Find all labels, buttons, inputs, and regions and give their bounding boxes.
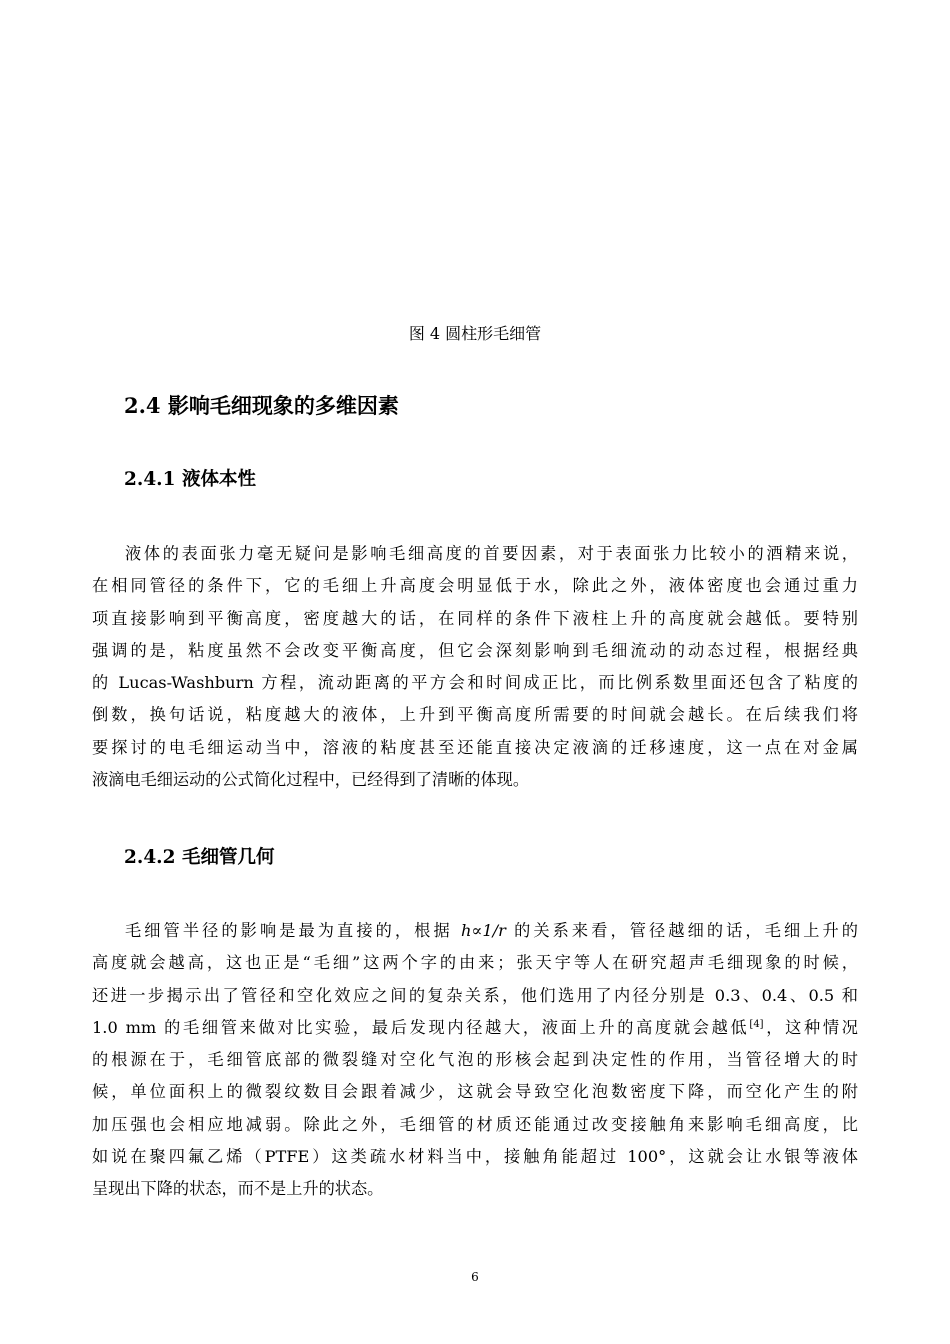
paragraph-line: 还进一步揭示出了管径和空化效应之间的复杂关系，他们选用了内径分别是 0.3、0.4、0.5 和 bbox=[92, 985, 858, 1005]
line-text: 的关系来看，管径越细的话，毛细上升的 bbox=[505, 921, 858, 940]
paragraph-line bbox=[92, 915, 858, 947]
line-text: 毛细管半径的影响是最为直接的，根据 bbox=[125, 921, 461, 940]
paragraph-line: 在相同管径的条件下，它的毛细上升高度会明显低于水，除此之外，液体密度也会通过重力 bbox=[92, 576, 858, 596]
paragraph-line: 液体的表面张力毫无疑问是影响毛细高度的首要因素，对于表面张力比较小的酒精来说， bbox=[125, 544, 858, 563]
paragraph-liquid-properties bbox=[92, 538, 858, 796]
paragraph-line: 如说在聚四氟乙烯（PTFE）这类疏水材料当中，接触角能超过 100°，这就会让水银等液体 bbox=[92, 1147, 858, 1167]
paragraph-line: 倒数，换句话说，粘度越大的液体，上升到平衡高度所需要的时间就会越长。在后续我们将 bbox=[92, 705, 858, 725]
section-heading: 2.4 影响毛细现象的多维因素 bbox=[124, 393, 399, 418]
paragraph-line bbox=[92, 1012, 858, 1044]
paragraph-line: 的 Lucas-Washburn 方程，流动距离的平方会和时间成正比，而比例系数里面还包含了粘度的 bbox=[92, 673, 858, 693]
figure-caption: 图 4 圆柱形毛细管 bbox=[408, 324, 542, 343]
paragraph-capillary-geometry bbox=[92, 915, 858, 1206]
line-text: 1.0 mm 的毛细管来做对比实验，最后发现内径越大，液面上升的高度就会越低 bbox=[92, 1017, 750, 1037]
subsection-heading-liquid-properties: 2.4.1 液体本性 bbox=[124, 469, 256, 490]
paragraph-line: 项直接影响到平衡高度，密度越大的话，在同样的条件下液柱上升的高度就会越低。要特别 bbox=[92, 608, 858, 628]
paragraph-line: 候，单位面积上的微裂纹数目会跟着减少，这就会导致空化泡数密度下降，而空化产生的附 bbox=[92, 1082, 858, 1102]
paragraph-line: 液滴电毛细运动的公式简化过程中，已经得到了清晰的体现。 bbox=[92, 770, 530, 790]
paragraph-line: 加压强也会相应地减弱。除此之外，毛细管的材质还能通过改变接触角来影响毛细高度，比 bbox=[92, 1114, 858, 1134]
formula: h∝1/r bbox=[460, 921, 506, 940]
paragraph-line: 呈现出下降的状态，而不是上升的状态。 bbox=[92, 1179, 384, 1199]
paragraph-line: 要探讨的电毛细运动当中，溶液的粘度甚至还能直接决定液滴的迁移速度，这一点在对金属 bbox=[92, 737, 858, 757]
page-number: 6 bbox=[471, 1270, 479, 1284]
paragraph-line: 的根源在于，毛细管底部的微裂缝对空化气泡的形核会起到决定性的作用，当管径增大的时 bbox=[92, 1050, 858, 1070]
paragraph-line: 强调的是，粘度虽然不会改变平衡高度，但它会深刻影响到毛细流动的动态过程，根据经典 bbox=[92, 640, 858, 660]
paragraph-line: 高度就会越高，这也正是“毛细”这两个字的由来；张天宇等人在研究超声毛细现象的时候， bbox=[92, 953, 858, 973]
citation-reference[interactable]: [4] bbox=[749, 1018, 764, 1030]
line-text: ，这种情况 bbox=[763, 1017, 858, 1037]
subsection-heading-capillary-geometry: 2.4.2 毛细管几何 bbox=[124, 847, 275, 868]
